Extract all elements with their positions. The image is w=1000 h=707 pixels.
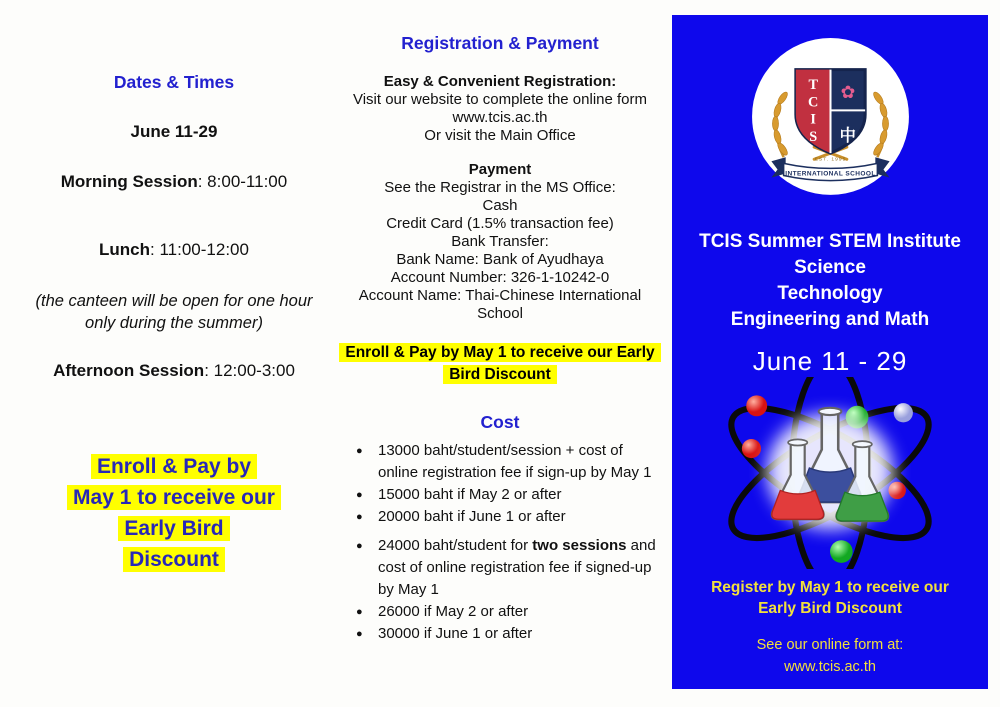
website-url: www.tcis.ac.th bbox=[452, 109, 548, 126]
logo-est-text: EST. 1995 bbox=[814, 157, 846, 163]
early-bird-banner bbox=[338, 342, 662, 385]
early-bird-line: Enroll & Pay by bbox=[18, 451, 330, 482]
payment-line: Credit Card (1.5% transaction fee) bbox=[386, 215, 614, 232]
cost-item: ● 20000 baht if June 1 or after bbox=[352, 506, 662, 528]
cover-title bbox=[672, 229, 988, 333]
canteen-note-line2: only during the summer) bbox=[85, 314, 263, 332]
cover-dates: June 11 - 29 bbox=[752, 346, 908, 376]
registration-line: Or visit the Main Office bbox=[424, 127, 576, 144]
cover-title-line1: TCIS Summer STEM Institute bbox=[699, 231, 961, 252]
cover-title-line4: Engineering and Math bbox=[730, 309, 930, 330]
payment-line: Account Number: 326-1-10242-0 bbox=[390, 269, 610, 286]
cover-register-line2: Early Bird Discount bbox=[758, 600, 902, 617]
cover-online-form-note bbox=[672, 634, 988, 678]
lunch-label: Lunch bbox=[99, 240, 151, 259]
early-bird-highlight bbox=[18, 451, 330, 575]
early-bird-line: May 1 to receive our bbox=[18, 482, 330, 513]
cost-item: ● 26000 if May 2 or after bbox=[352, 601, 662, 623]
payment-line: Bank Name: Bank of Ayudhaya bbox=[396, 251, 604, 268]
logo-banner-text: INTERNATIONAL SCHOOL bbox=[784, 170, 876, 178]
early-bird-banner-line: Enroll & Pay by May 1 to receive our Early bbox=[338, 342, 662, 364]
cost-heading: Cost bbox=[480, 412, 520, 432]
cost-item: ● 24000 baht/student for two sessions and cost of online registration fee if signed-up by May 1 bbox=[352, 535, 662, 601]
lunch-session bbox=[18, 240, 330, 260]
bullet-icon: ● bbox=[356, 489, 363, 501]
early-bird-line: Early Bird bbox=[18, 513, 330, 544]
payment-line: See the Registrar in the MS Office: bbox=[384, 179, 616, 196]
registration-payment-heading: Registration & Payment bbox=[401, 33, 599, 53]
cover-website-url: www.tcis.ac.th bbox=[784, 659, 876, 675]
early-bird-banner-line: Bird Discount bbox=[338, 364, 662, 386]
morning-session-time: : 8:00-11:00 bbox=[197, 172, 288, 191]
bullet-icon: ● bbox=[356, 511, 363, 523]
cover-title-line2: Science bbox=[794, 257, 866, 278]
cost-item: ● 30000 if June 1 or after bbox=[352, 623, 662, 645]
cover-title-line3: Technology bbox=[777, 283, 883, 304]
svg-text:S: S bbox=[808, 128, 817, 145]
payment-line: Bank Transfer: bbox=[451, 233, 549, 250]
cover-online-form-line: See our online form at: bbox=[756, 637, 904, 653]
tcis-logo-icon bbox=[749, 37, 912, 200]
atom-flasks-graphic bbox=[672, 377, 988, 574]
canteen-note-line1: (the canteen will be open for one hour bbox=[35, 292, 313, 310]
atom-flasks-icon bbox=[685, 377, 975, 569]
svg-text:I: I bbox=[809, 111, 816, 128]
registration-payment-panel bbox=[338, 0, 662, 645]
bullet-icon: ● bbox=[356, 606, 363, 618]
morning-session bbox=[18, 172, 330, 192]
cost-list-single-session bbox=[338, 440, 662, 528]
early-bird-line: Discount bbox=[18, 544, 330, 575]
cover-register-note bbox=[672, 577, 988, 619]
bullet-icon: ● bbox=[356, 540, 363, 552]
cover-register-line1: Register by May 1 to receive our bbox=[711, 579, 949, 596]
plum-blossom-icon: ✿ bbox=[840, 82, 855, 103]
dates-times-panel bbox=[18, 0, 330, 575]
svg-text:C: C bbox=[807, 94, 818, 111]
svg-text:T: T bbox=[807, 76, 818, 93]
afternoon-session-label: Afternoon Session bbox=[53, 361, 205, 380]
cost-list-two-sessions bbox=[338, 535, 662, 645]
cost-item: ● 15000 baht if May 2 or after bbox=[352, 484, 662, 506]
afternoon-session-time: : 12:00-3:00 bbox=[204, 361, 295, 380]
cover-panel bbox=[672, 15, 988, 689]
payment-line: Cash bbox=[482, 197, 518, 214]
date-range: June 11-29 bbox=[130, 122, 218, 141]
tcis-logo bbox=[672, 37, 988, 205]
cost-item: ● 13000 baht/student/session + cost of online registration fee if sign-up by May 1 bbox=[352, 440, 662, 484]
payment-line: Account Name: Thai-Chinese International School bbox=[358, 287, 642, 322]
afternoon-session bbox=[18, 361, 330, 381]
dates-times-heading: Dates & Times bbox=[113, 72, 235, 92]
morning-session-label: Morning Session bbox=[60, 172, 198, 191]
lunch-time: : 11:00-12:00 bbox=[150, 240, 249, 259]
bullet-icon: ● bbox=[356, 445, 363, 457]
registration-line: Visit our website to complete the online form bbox=[352, 91, 648, 108]
registration-section bbox=[338, 73, 662, 145]
registration-title: Easy & Convenient Registration: bbox=[383, 73, 617, 90]
canteen-note bbox=[18, 290, 330, 334]
payment-title: Payment bbox=[468, 161, 532, 178]
zhong-character: 中 bbox=[839, 126, 856, 145]
payment-section bbox=[338, 161, 662, 323]
bullet-icon: ● bbox=[356, 628, 363, 640]
